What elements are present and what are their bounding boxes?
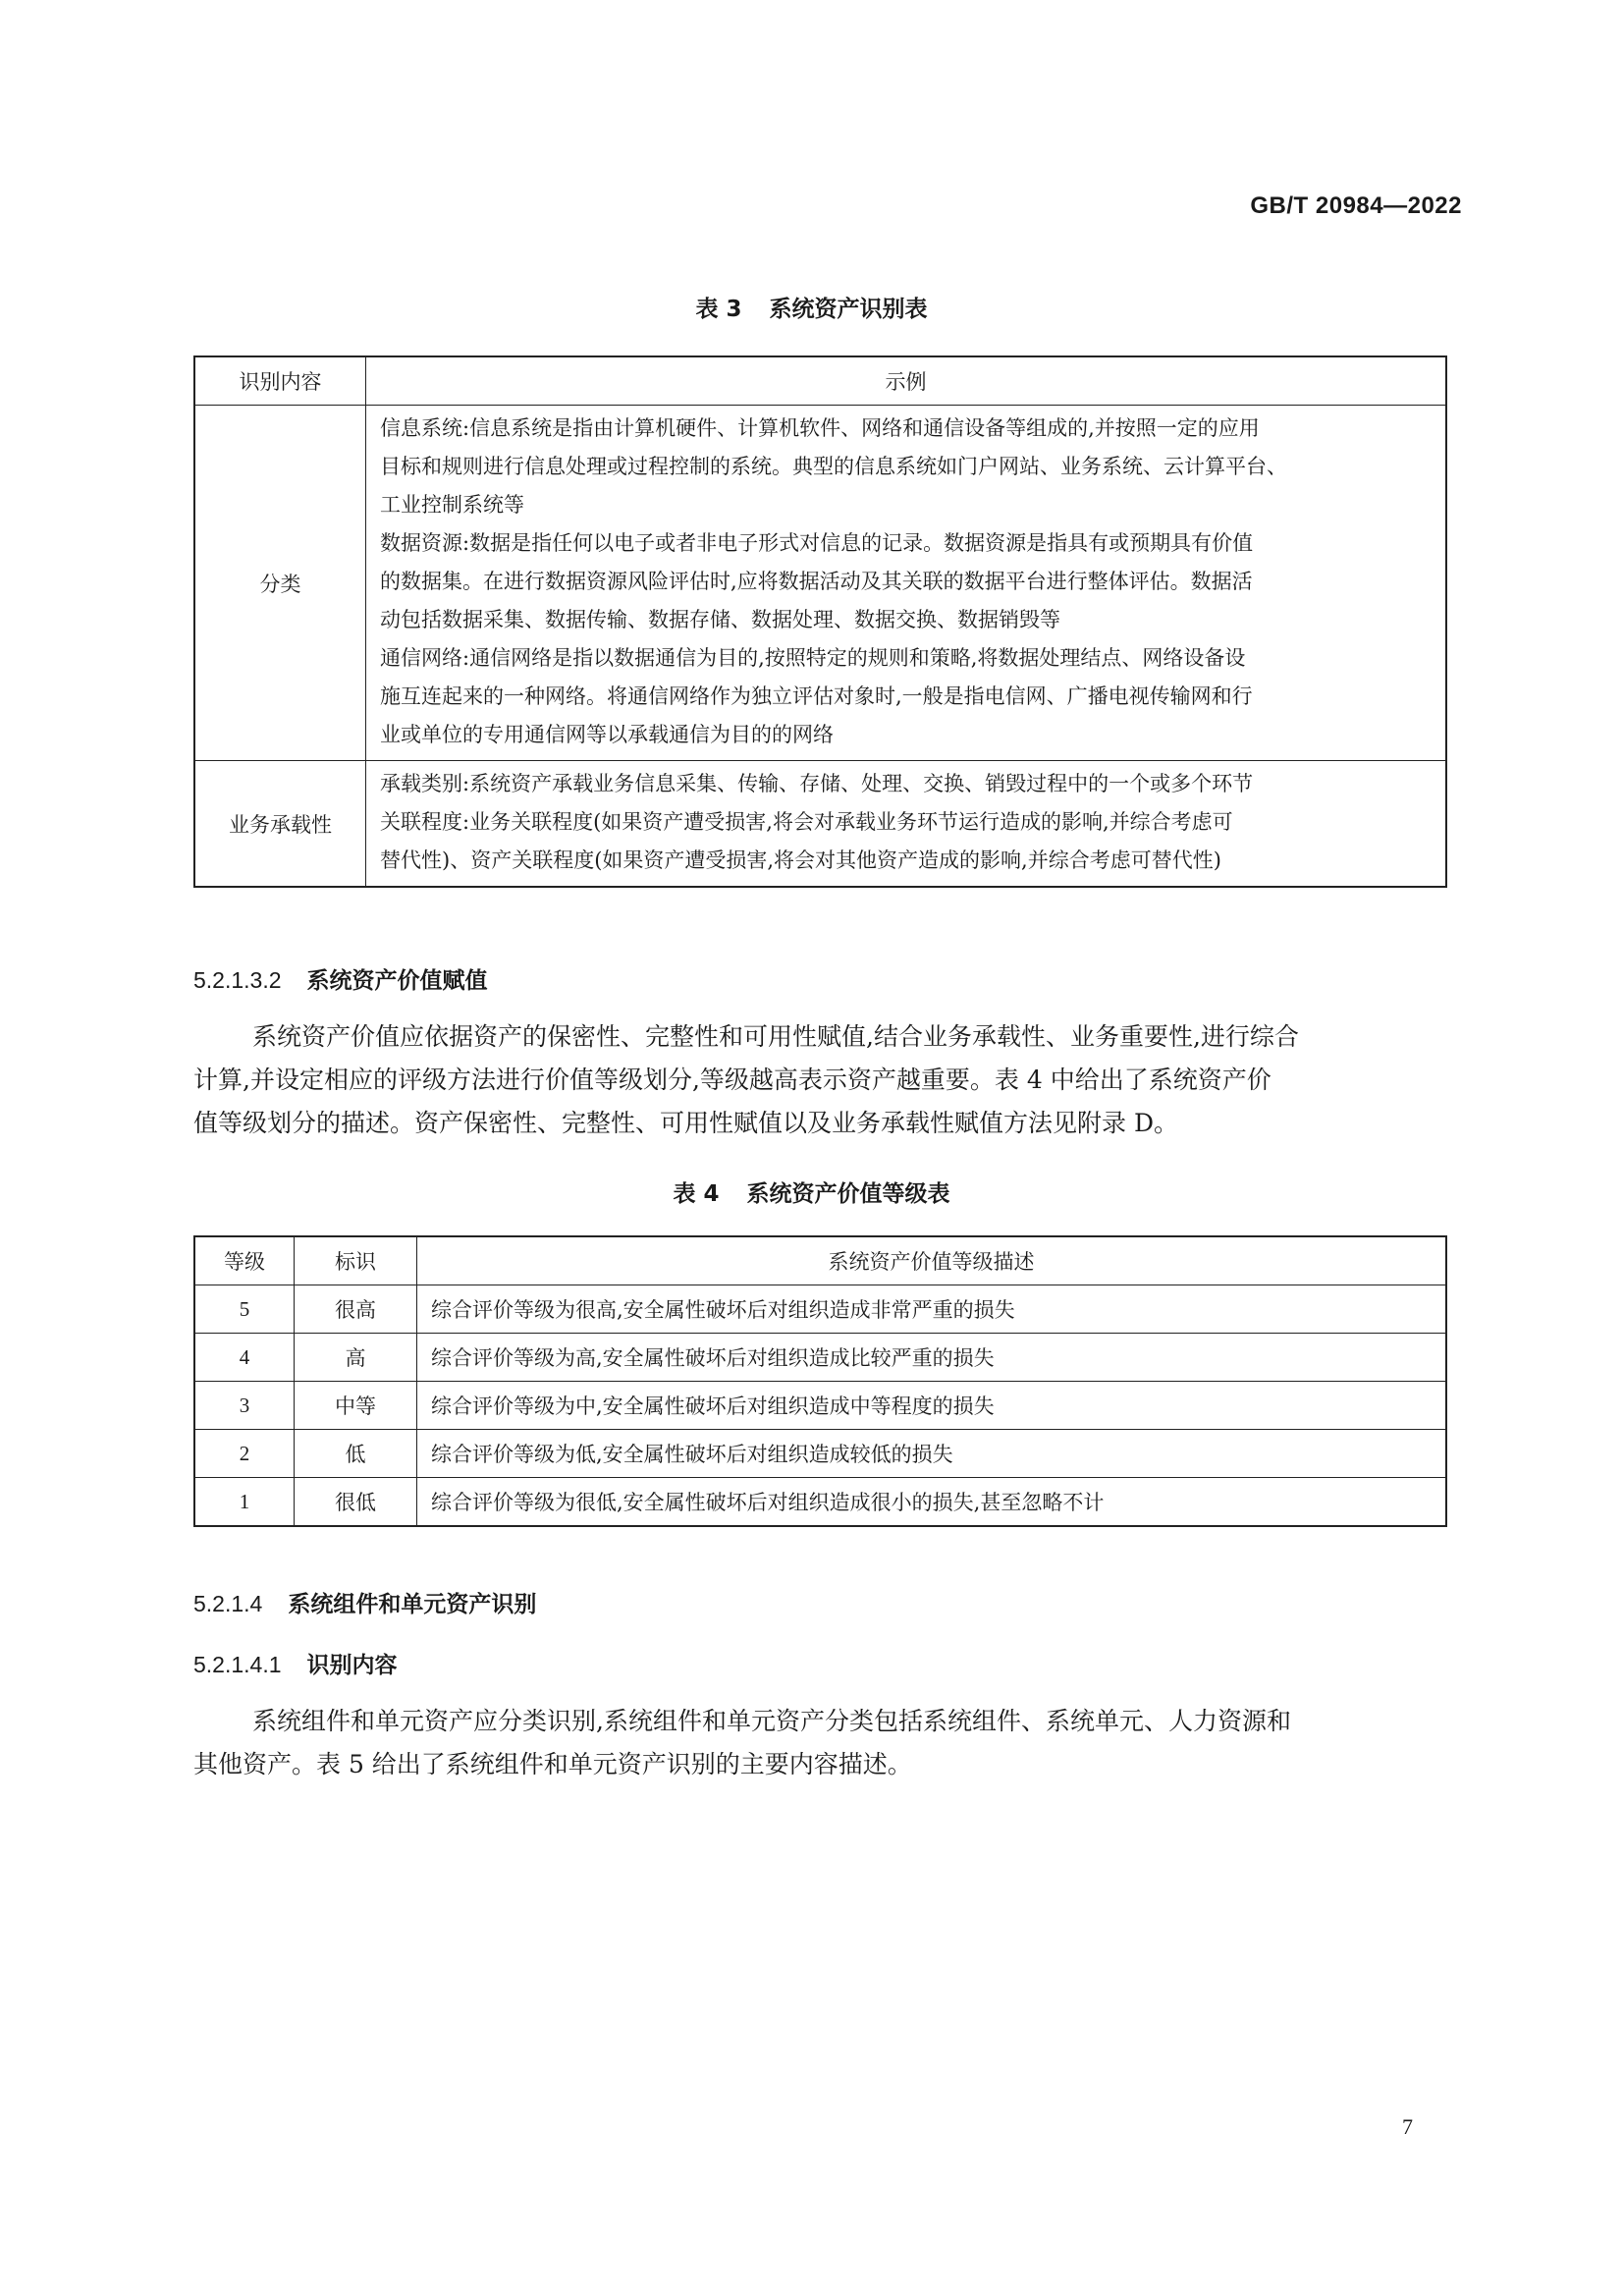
section-number: 5.2.1.4.1 xyxy=(193,1652,282,1677)
table4-caption-number: 表 4 xyxy=(673,1181,720,1207)
table3-example-cell xyxy=(366,406,1447,761)
mark-cell: 很高 xyxy=(295,1285,417,1334)
mark-cell: 低 xyxy=(295,1430,417,1478)
text-line: 计算,并设定相应的评级方法进行价值等级划分,等级越高表示资产越重要。表 4 中给出了系统资产价 xyxy=(193,1066,1271,1094)
text-line: 通信网络:通信网络是指以数据通信为目的,按照特定的规则和策略,将数据处理结点、网络设备设 xyxy=(380,646,1246,670)
table3 xyxy=(193,355,1447,888)
text-line: 业或单位的专用通信网等以承载通信为目的的网络 xyxy=(380,723,834,746)
text-line: 值等级划分的描述。资产保密性、完整性、可用性赋值以及业务承载性赋值方法见附录 D。 xyxy=(193,1109,1178,1137)
table3-example-cell xyxy=(366,761,1447,888)
text-line: 施互连起来的一种网络。将通信网络作为独立评估对象时,一般是指电信网、广播电视传输网和行 xyxy=(380,684,1253,708)
section-title: 识别内容 xyxy=(306,1653,398,1678)
mark-cell: 很低 xyxy=(295,1478,417,1527)
standard-code: GB/T 20984—2022 xyxy=(1250,192,1462,219)
description-cell: 综合评价等级为很低,安全属性破坏后对组织造成很小的损失,甚至忽略不计 xyxy=(417,1478,1447,1527)
description-cell: 综合评价等级为中,安全属性破坏后对组织造成中等程度的损失 xyxy=(417,1382,1447,1430)
table4-caption xyxy=(0,1175,1623,1208)
paragraph xyxy=(193,1015,1450,1145)
text-line: 的数据集。在进行数据资源风险评估时,应将数据活动及其关联的数据平台进行整体评估。数据活 xyxy=(380,570,1253,593)
table4-caption-title: 系统资产价值等级表 xyxy=(746,1181,950,1207)
text-line: 关联程度:业务关联程度(如果资产遭受损害,将会对承载业务环节运行造成的影响,并综合考虑可 xyxy=(380,810,1233,834)
level-cell: 1 xyxy=(194,1478,295,1527)
table3-header-row xyxy=(194,356,1446,406)
level-cell: 5 xyxy=(194,1285,295,1334)
table4-header-cell: 系统资产价值等级描述 xyxy=(417,1236,1447,1285)
table4-header-cell: 标识 xyxy=(295,1236,417,1285)
mark-cell: 中等 xyxy=(295,1382,417,1430)
description-cell: 综合评价等级为高,安全属性破坏后对组织造成比较严重的损失 xyxy=(417,1334,1447,1382)
table-row xyxy=(194,1285,1446,1334)
table3-caption-number: 表 3 xyxy=(695,297,742,322)
section-title: 系统资产价值赋值 xyxy=(306,968,488,994)
section-heading xyxy=(193,1586,536,1618)
table-row xyxy=(194,1334,1446,1382)
table4-header-cell: 等级 xyxy=(194,1236,295,1285)
table4-header-row xyxy=(194,1236,1446,1285)
text-line: 信息系统:信息系统是指由计算机硬件、计算机软件、网络和通信设备等组成的,并按照一定的应用 xyxy=(380,416,1260,440)
description-cell: 综合评价等级为低,安全属性破坏后对组织造成较低的损失 xyxy=(417,1430,1447,1478)
section-number: 5.2.1.4 xyxy=(193,1591,263,1616)
text-line: 其他资产。表 5 给出了系统组件和单元资产识别的主要内容描述。 xyxy=(193,1750,912,1778)
text-line: 工业控制系统等 xyxy=(380,493,524,517)
text-line: 承载类别:系统资产承载业务信息采集、传输、存储、处理、交换、销毁过程中的一个或多个环节 xyxy=(380,772,1254,795)
text-line: 动包括数据采集、数据传输、数据存储、数据处理、数据交换、数据销毁等 xyxy=(380,608,1060,631)
mark-cell: 高 xyxy=(295,1334,417,1382)
level-cell: 3 xyxy=(194,1382,295,1430)
text-line: 数据资源:数据是指任何以电子或者非电子形式对信息的记录。数据资源是指具有或预期具有价值 xyxy=(380,531,1254,555)
text-line: 替代性)、资产关联程度(如果资产遭受损害,将会对其他资产造成的影响,并综合考虑可替代性) xyxy=(380,848,1221,872)
text-line: 目标和规则进行信息处理或过程控制的系统。典型的信息系统如门户网站、业务系统、云计算平台、 xyxy=(380,455,1287,478)
table-row xyxy=(194,1478,1446,1527)
table4 xyxy=(193,1235,1447,1527)
text-line: 系统资产价值应依据资产的保密性、完整性和可用性赋值,结合业务承载性、业务重要性,进行综合 xyxy=(252,1022,1299,1051)
description-cell: 综合评价等级为很高,安全属性破坏后对组织造成非常严重的损失 xyxy=(417,1285,1447,1334)
paragraph xyxy=(193,1700,1450,1786)
table-row xyxy=(194,1382,1446,1430)
table3-header-cell: 识别内容 xyxy=(194,356,366,406)
level-cell: 4 xyxy=(194,1334,295,1382)
section-heading xyxy=(193,962,488,995)
text-line: 系统组件和单元资产应分类识别,系统组件和单元资产分类包括系统组件、系统单元、人力资源和 xyxy=(252,1707,1291,1735)
section-heading xyxy=(193,1647,398,1679)
page-number: 7 xyxy=(1402,2114,1413,2139)
table3-category-cell: 分类 xyxy=(194,406,366,761)
table-row xyxy=(194,761,1446,888)
table3-caption xyxy=(0,291,1623,323)
table-row xyxy=(194,406,1446,761)
section-number: 5.2.1.3.2 xyxy=(193,967,282,993)
table3-category-cell: 业务承载性 xyxy=(194,761,366,888)
table-row xyxy=(194,1430,1446,1478)
section-title: 系统组件和单元资产识别 xyxy=(288,1592,537,1617)
level-cell: 2 xyxy=(194,1430,295,1478)
table3-header-cell: 示例 xyxy=(366,356,1447,406)
table3-caption-title: 系统资产识别表 xyxy=(769,297,928,322)
